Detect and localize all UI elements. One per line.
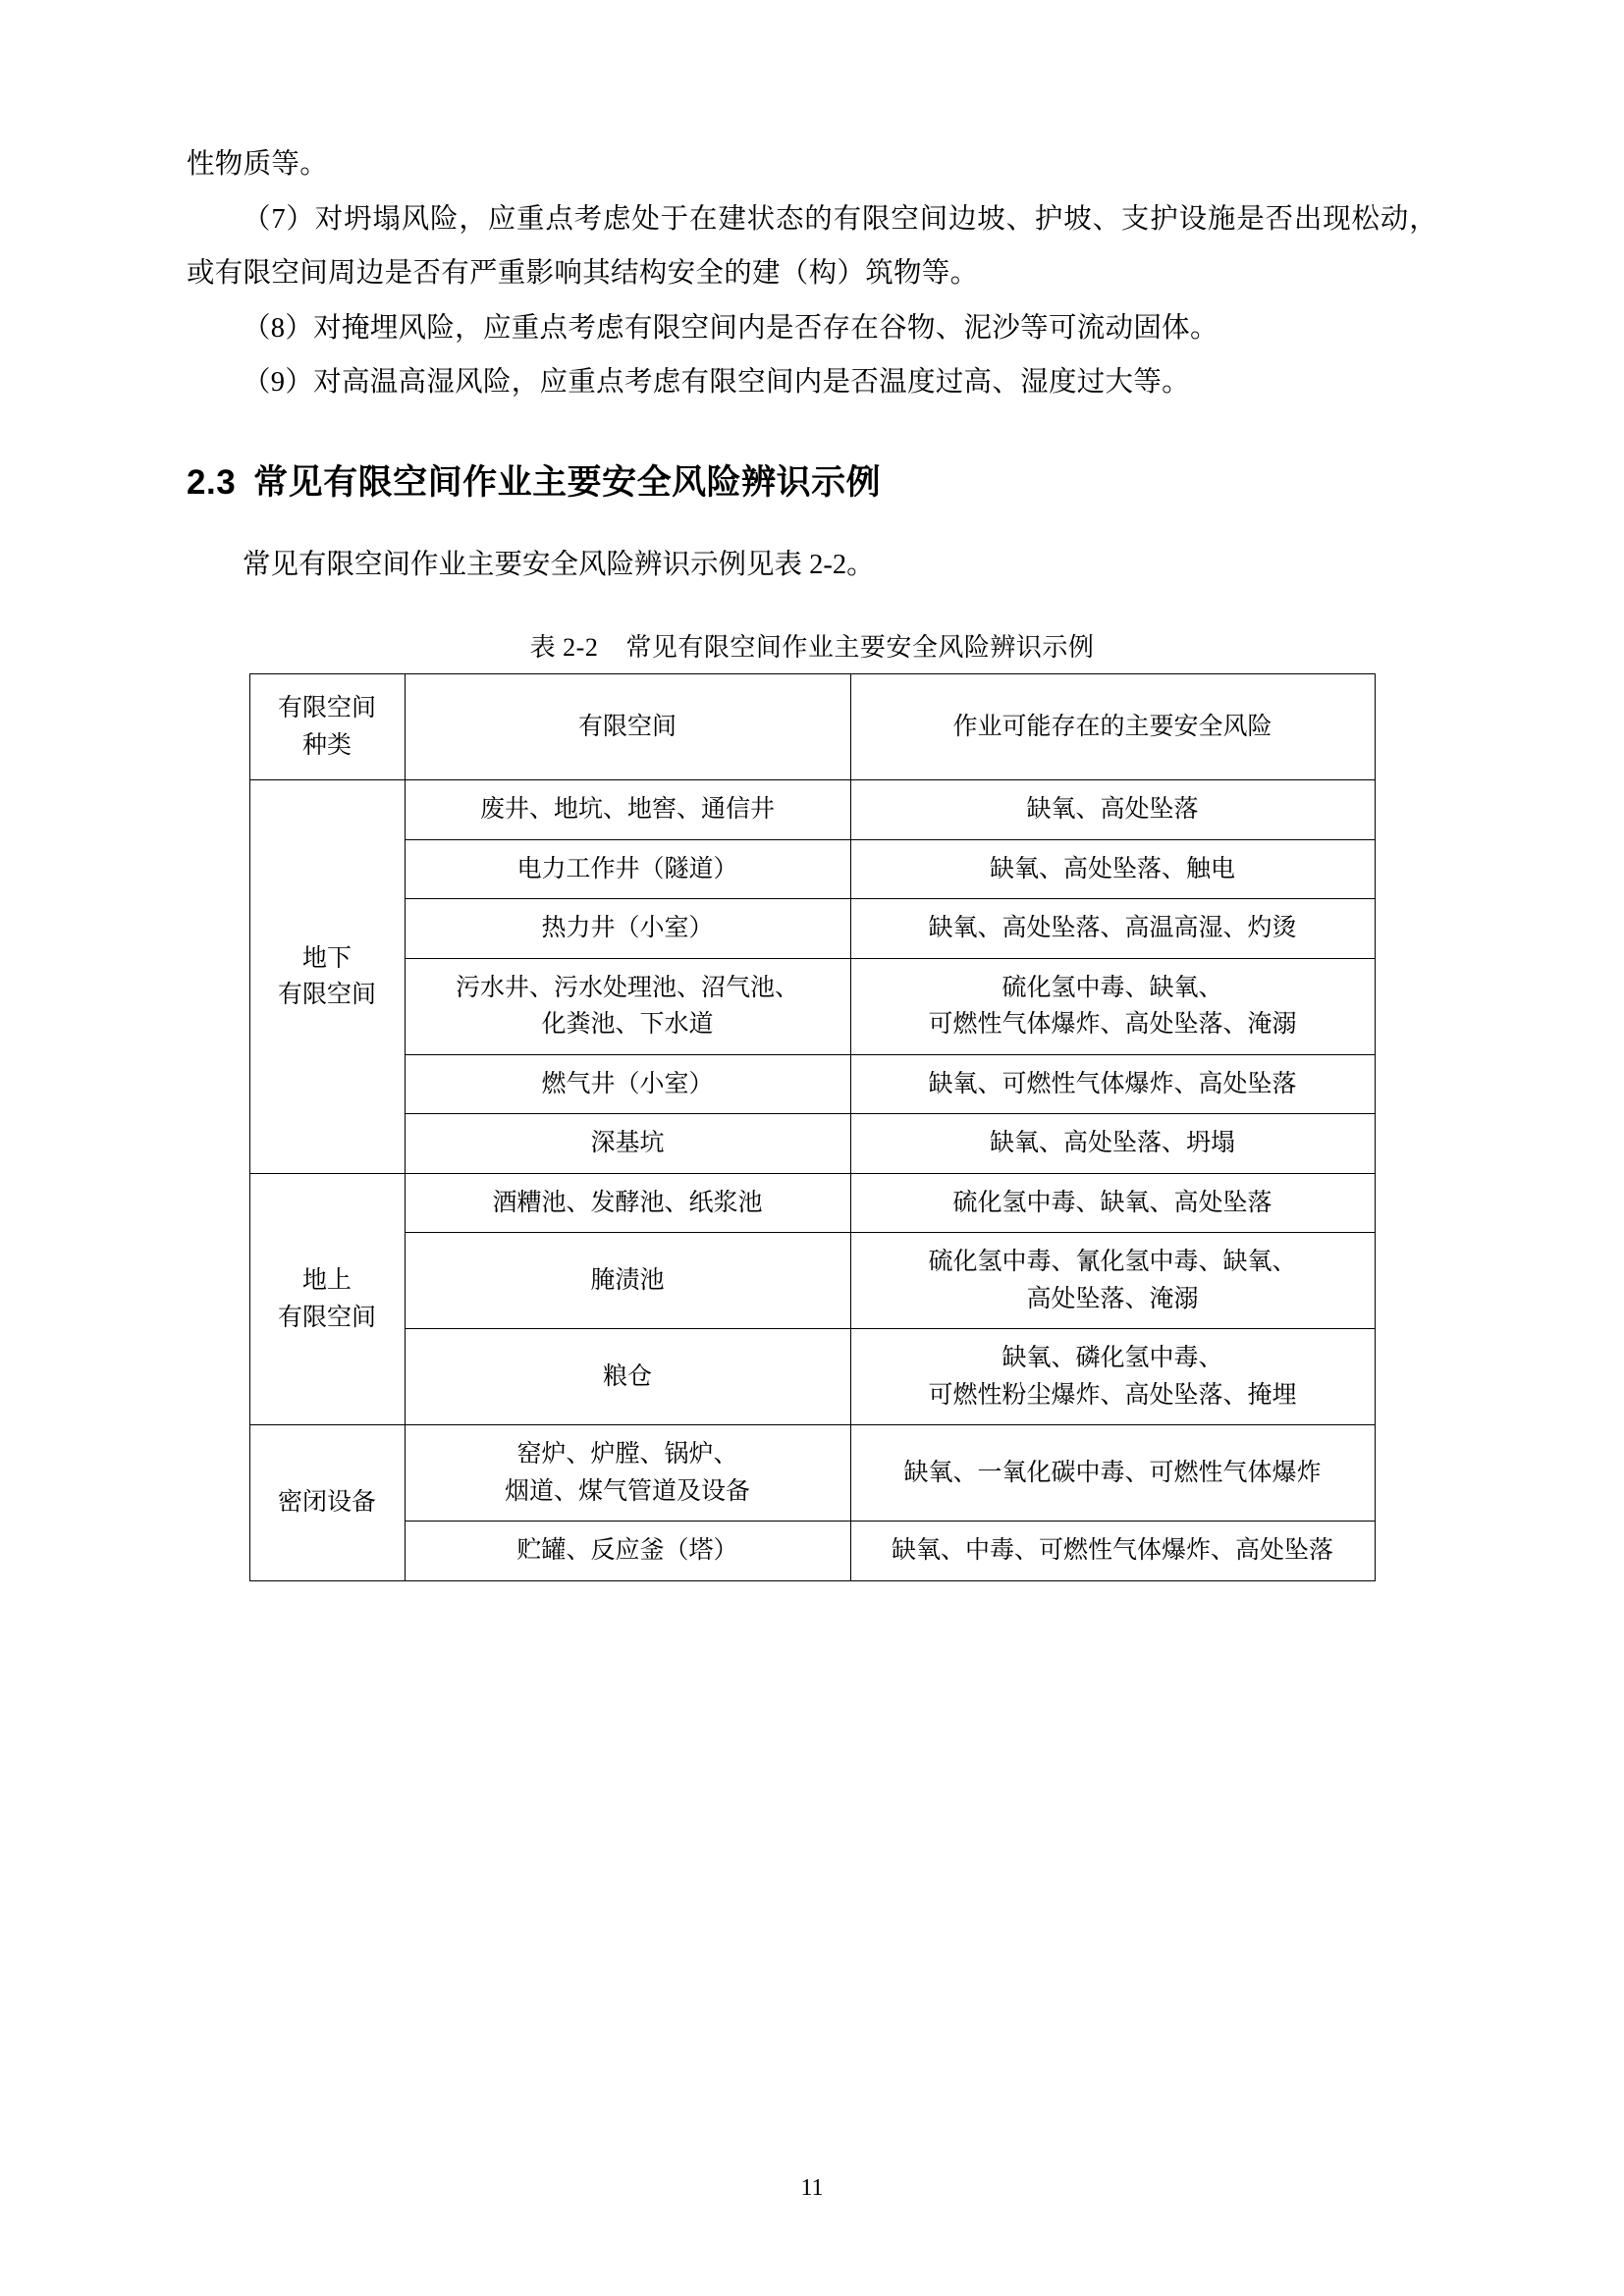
section-heading [187, 455, 1437, 505]
cell-risk: 缺氧、高处坠落、高温高湿、灼烫 [850, 899, 1375, 959]
header-kind [249, 674, 405, 780]
cell-risk [850, 958, 1375, 1054]
group-kind-sealed-equipment [249, 1425, 405, 1581]
header-risk: 作业可能存在的主要安全风险 [850, 674, 1375, 780]
cell-space-line2: 化粪池、下水道 [541, 1011, 714, 1039]
cell-space: 腌渍池 [405, 1233, 850, 1329]
table-row [249, 1114, 1375, 1174]
group-kind-line1: 地上 [301, 1267, 352, 1295]
header-kind-line2: 种类 [301, 731, 352, 759]
table-header-row [249, 674, 1375, 780]
table-row [249, 1329, 1375, 1425]
risk-identification-table [249, 673, 1376, 1581]
cell-risk: 缺氧、高处坠落、触电 [850, 839, 1375, 899]
cell-space: 热力井（小室） [405, 899, 850, 959]
group-kind-line2: 有限空间 [277, 1304, 376, 1331]
cell-risk: 缺氧、一氧化碳中毒、可燃性气体爆炸 [850, 1425, 1375, 1522]
cell-risk-line2: 可燃性粉尘爆炸、高处坠落、掩埋 [928, 1381, 1297, 1409]
group-kind-aboveground [249, 1173, 405, 1425]
cell-risk: 缺氧、高处坠落 [850, 780, 1375, 840]
group-kind-line1: 地下 [301, 944, 352, 972]
cell-risk: 缺氧、高处坠落、坍塌 [850, 1114, 1375, 1174]
table-row [249, 780, 1375, 840]
cell-risk [850, 1233, 1375, 1329]
table-caption-text: 常见有限空间作业主要安全风险辨识示例 [625, 633, 1095, 663]
cell-risk: 缺氧、中毒、可燃性气体爆炸、高处坠落 [850, 1522, 1375, 1581]
section-title: 常见有限空间作业主要安全风险辨识示例 [253, 462, 882, 502]
cell-space-line1: 窑炉、炉膛、锅炉、 [516, 1441, 738, 1468]
cell-space: 酒糟池、发酵池、纸浆池 [405, 1173, 850, 1233]
table-row [249, 1425, 1375, 1522]
table-row [249, 899, 1375, 959]
table-row [249, 1054, 1375, 1114]
cell-risk [850, 1329, 1375, 1425]
group-kind-underground [249, 780, 405, 1174]
table-row [249, 839, 1375, 899]
cell-space: 深基坑 [405, 1114, 850, 1174]
cell-risk: 缺氧、可燃性气体爆炸、高处坠落 [850, 1054, 1375, 1114]
group-kind-line2: 有限空间 [277, 982, 376, 1009]
table-caption [187, 627, 1437, 664]
paragraph-item-8: （8）对掩埋风险，应重点考虑有限空间内是否存在谷物、泥沙等可流动固体。 [243, 312, 1218, 344]
cell-risk-line2: 可燃性气体爆炸、高处坠落、淹溺 [928, 1011, 1297, 1039]
cell-risk-line1: 硫化氢中毒、缺氧、 [1001, 974, 1223, 1001]
cell-space: 废井、地坑、地窖、通信井 [405, 780, 850, 840]
table-row [249, 958, 1375, 1054]
cell-space [405, 958, 850, 1054]
paragraph-item-7: （7）对坍塌风险，应重点考虑处于在建状态的有限空间边坡、护坡、支护设施是否出现松动，或有限空间周边是否有严重影响其结构安全的建（构）筑物等。 [187, 203, 1437, 290]
group-kind-line1: 密闭设备 [277, 1489, 376, 1517]
table-caption-label: 表 2-2 [529, 633, 599, 663]
cell-space: 燃气井（小室） [405, 1054, 850, 1114]
cell-risk: 硫化氢中毒、缺氧、高处坠落 [850, 1173, 1375, 1233]
cell-space-line1: 污水井、污水处理池、沼气池、 [455, 974, 799, 1001]
cell-risk-line1: 缺氧、磷化氢中毒、 [1001, 1345, 1223, 1372]
table-row [249, 1173, 1375, 1233]
cell-space: 贮罐、反应釜（塔） [405, 1522, 850, 1581]
cell-space-line2: 烟道、煤气管道及设备 [504, 1477, 750, 1505]
header-space: 有限空间 [405, 674, 850, 780]
table-row [249, 1522, 1375, 1581]
page-number: 11 [800, 2175, 824, 2201]
cell-risk-line1: 硫化氢中毒、氰化氢中毒、缺氧、 [928, 1249, 1297, 1276]
cell-space: 电力工作井（隧道） [405, 839, 850, 899]
cell-space: 粮仓 [405, 1329, 850, 1425]
paragraph-item-9: （9）对高温高湿风险，应重点考虑有限空间内是否温度过高、湿度过大等。 [243, 367, 1190, 399]
table-row [249, 1233, 1375, 1329]
section-number: 2.3 [187, 462, 237, 502]
header-kind-line1: 有限空间 [277, 695, 376, 722]
table-intro-paragraph: 常见有限空间作业主要安全风险辨识示例见表 2-2。 [243, 549, 875, 580]
cell-space [405, 1425, 850, 1522]
paragraph-continuation: 性物质等。 [187, 149, 329, 180]
cell-risk-line2: 高处坠落、淹溺 [1026, 1285, 1199, 1312]
